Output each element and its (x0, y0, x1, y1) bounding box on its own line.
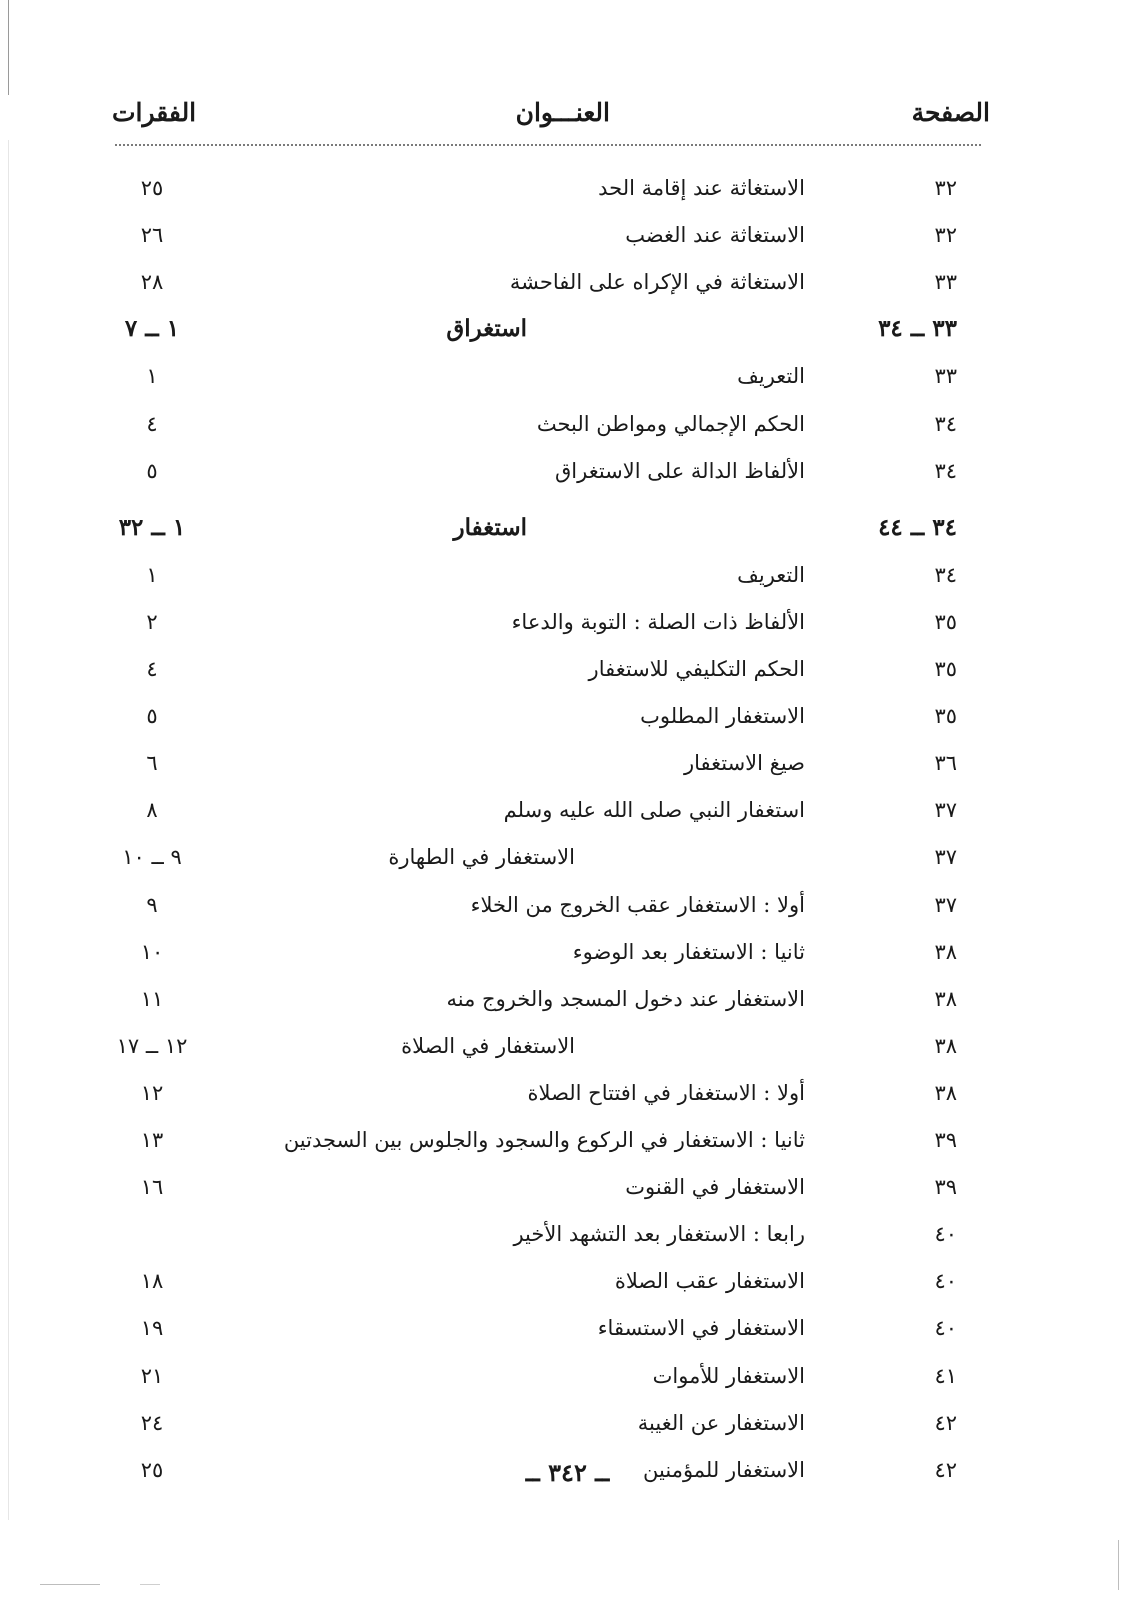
row-page-number: ٣٣ (934, 270, 957, 295)
row-paragraphs: ٢ (146, 609, 158, 634)
index-row (0, 742, 1135, 784)
row-page-number: ٣٣ ــ ٣٤ (878, 315, 957, 343)
row-paragraphs: ٩ ــ ١٠ (122, 845, 182, 870)
row-paragraphs: ٩ (146, 892, 158, 917)
index-row (0, 931, 1135, 973)
index-row (0, 1260, 1135, 1302)
row-title: الحكم التكليفي للاستغفار (588, 657, 805, 681)
index-row (0, 554, 1135, 596)
row-paragraphs: ٥ (146, 704, 158, 729)
index-row (0, 1213, 1135, 1255)
index-row (0, 403, 1135, 445)
row-title: التعريف (737, 562, 805, 587)
row-page-number: ٣٧ (934, 798, 957, 823)
index-row (0, 695, 1135, 737)
index-row (0, 1072, 1135, 1114)
row-page-number: ٣٤ (934, 411, 957, 436)
dotted-divider (115, 144, 981, 146)
row-title: رابعا : الاستغفار بعد التشهد الأخير (513, 1222, 805, 1247)
row-title: التعريف (737, 364, 805, 389)
row-title: الاستغفار في الطهارة (388, 845, 575, 870)
row-page-number: ٣٩ (934, 1128, 957, 1152)
row-paragraphs: ٤ (146, 411, 158, 436)
row-paragraphs: ١ (146, 364, 158, 389)
row-page-number: ٤٢ (934, 1410, 957, 1435)
index-row (0, 836, 1135, 878)
row-paragraphs: ١٢ (140, 1080, 164, 1105)
row-page-number: ٣٥ (934, 609, 957, 634)
row-page-number: ٣٣ (934, 364, 957, 389)
row-page-number: ٣٥ (934, 704, 957, 729)
row-page-number: ٤٢ (934, 1457, 957, 1482)
row-page-number: ٣٩ (934, 1175, 957, 1200)
row-title: صيغ الاستغفار (683, 751, 805, 776)
row-paragraphs: ١٦ (140, 1175, 164, 1200)
row-paragraphs: ١ ــ ٧ (124, 315, 180, 343)
row-page-number: ٣٨ (934, 986, 957, 1011)
row-paragraphs: ٢٥ (140, 1457, 164, 1482)
index-row (0, 1355, 1135, 1397)
row-title: الاستغاثة في الإكراه على الفاحشة (509, 270, 805, 295)
row-title: الاستغفار عن الغيبة (637, 1410, 805, 1435)
row-title: أولا : الاستغفار في افتتاح الصلاة (527, 1080, 805, 1105)
index-row (0, 450, 1135, 492)
row-paragraphs: ١٠ (140, 939, 164, 964)
row-title: الاستغفار في القنوت (625, 1175, 805, 1200)
row-title: الألفاظ الدالة على الاستغراق (554, 458, 805, 483)
row-title: الاستغفار في الصلاة (401, 1033, 575, 1058)
index-row (0, 261, 1135, 303)
row-title: استغفار النبي صلى الله عليه وسلم (503, 798, 805, 823)
row-page-number: ٣٢ (934, 176, 957, 200)
row-title: استغفار (453, 513, 527, 541)
row-page-number: ٤٠ (934, 1316, 957, 1341)
scan-mark (140, 1584, 160, 1585)
index-row (0, 1307, 1135, 1349)
row-paragraphs: ١ ــ ٣٢ (118, 513, 186, 541)
row-paragraphs: ٨ (146, 798, 158, 823)
row-paragraphs: ٤ (146, 657, 158, 681)
row-paragraphs: ٥ (146, 458, 158, 483)
index-row (0, 1402, 1135, 1444)
scan-edge-line (8, 0, 9, 95)
row-paragraphs: ٢٤ (140, 1410, 164, 1435)
row-title: الاستغفار للأموات (652, 1363, 805, 1388)
index-row (0, 1166, 1135, 1208)
index-row (0, 978, 1135, 1020)
index-row (0, 1025, 1135, 1067)
row-title: الاستغفار عقب الصلاة (614, 1269, 805, 1294)
row-paragraphs: ١٩ (140, 1316, 164, 1341)
row-paragraphs: ١ (146, 562, 158, 587)
row-title: الاستغاثة عند إقامة الحد (598, 176, 805, 200)
row-page-number: ٣٤ ــ ٤٤ (878, 513, 957, 541)
row-page-number: ٣٢ (934, 223, 957, 248)
scan-mark (40, 1584, 100, 1585)
row-paragraphs: ١٨ (140, 1269, 164, 1294)
row-title: الاستغفار في الاستسقاء (597, 1316, 805, 1341)
index-row (0, 648, 1135, 690)
header-paragraphs-column: الفقرات (112, 98, 197, 127)
row-title: الألفاظ ذات الصلة : التوبة والدعاء (511, 609, 805, 634)
scan-mark (1118, 1540, 1119, 1590)
row-title: الاستغفار عند دخول المسجد والخروج منه (446, 986, 805, 1011)
row-page-number: ٣٨ (934, 1033, 957, 1058)
row-paragraphs: ٢٨ (140, 270, 164, 295)
index-row (0, 884, 1135, 926)
header-title-column: العنـــوان (515, 98, 610, 127)
row-page-number: ٣٧ (934, 892, 957, 917)
index-row (0, 167, 1135, 209)
index-row (0, 601, 1135, 643)
index-row (0, 214, 1135, 256)
row-paragraphs: ٢٦ (140, 223, 164, 248)
index-heading-row (0, 507, 1135, 549)
row-page-number: ٤٠ (934, 1222, 957, 1247)
row-title: الاستغاثة عند الغضب (625, 223, 805, 248)
row-paragraphs: ١٣ (140, 1128, 164, 1152)
index-heading-row (0, 308, 1135, 350)
row-paragraphs: ٢٥ (140, 176, 164, 200)
row-title: الحكم الإجمالي ومواطن البحث (536, 411, 805, 436)
row-title: الاستغفار المطلوب (640, 704, 805, 729)
table-header (112, 98, 990, 138)
row-page-number: ٣٨ (934, 939, 957, 964)
row-page-number: ٣٤ (934, 458, 957, 483)
row-title: الاستغفار للمؤمنين (643, 1457, 805, 1482)
row-title: ثانيا : الاستغفار بعد الوضوء (572, 939, 805, 964)
header-page-column: الصفحة (911, 98, 990, 127)
row-page-number: ٣٧ (934, 845, 957, 870)
page-number: ــ ٣٤٢ ــ (525, 1458, 610, 1487)
index-row (0, 355, 1135, 397)
row-paragraphs: ٦ (146, 751, 158, 776)
row-page-number: ٤٠ (934, 1269, 957, 1294)
index-row (0, 1119, 1135, 1161)
row-paragraphs: ١١ (140, 986, 164, 1011)
row-page-number: ٣٨ (934, 1080, 957, 1105)
row-title: ثانيا : الاستغفار في الركوع والسجود والجلوس بين السجدتين (283, 1128, 805, 1152)
row-paragraphs: ٢١ (140, 1363, 164, 1388)
row-title: استغراق (446, 315, 527, 343)
row-page-number: ٣٥ (934, 657, 957, 681)
row-paragraphs: ١٢ ــ ١٧ (116, 1033, 188, 1058)
row-title: أولا : الاستغفار عقب الخروج من الخلاء (470, 892, 805, 917)
row-page-number: ٤١ (934, 1363, 957, 1388)
row-page-number: ٣٦ (934, 751, 957, 776)
row-page-number: ٣٤ (934, 562, 957, 587)
index-row (0, 789, 1135, 831)
